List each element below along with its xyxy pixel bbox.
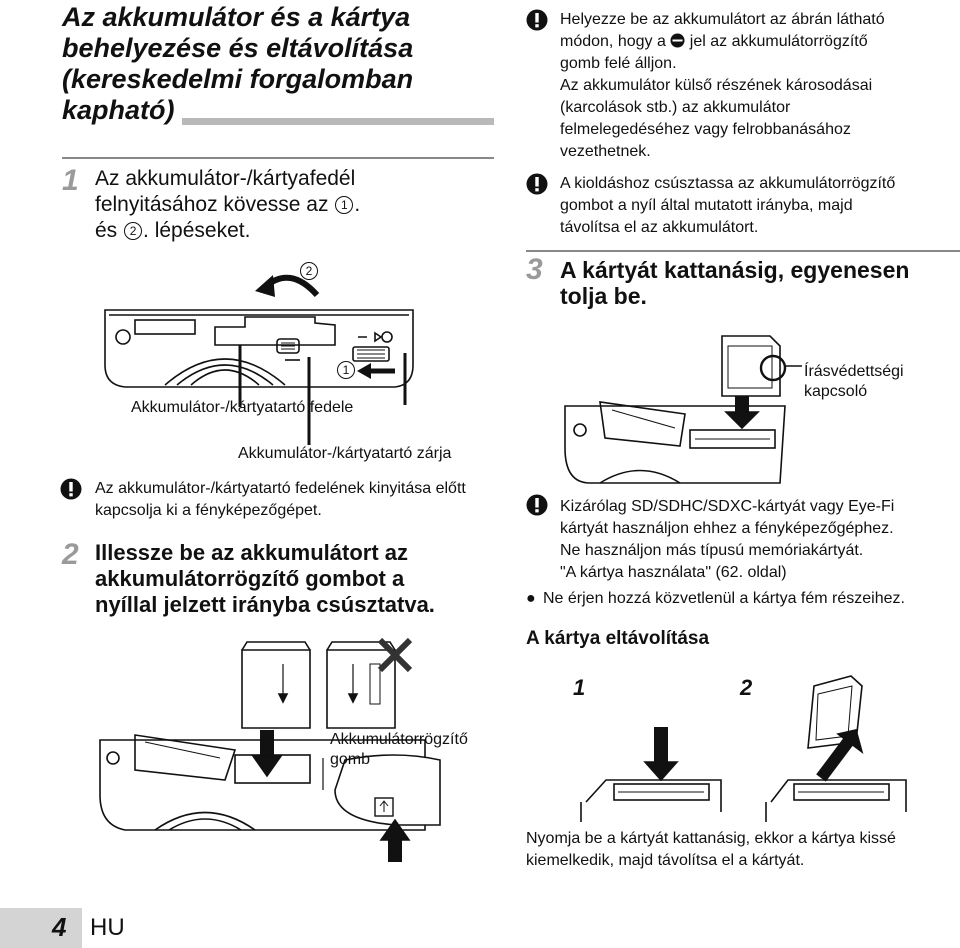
page-number-box [0, 908, 82, 948]
note-1-text [560, 9, 955, 163]
callout-2-circle [299, 262, 319, 282]
caution-icon [526, 173, 548, 195]
card-notes-text [560, 496, 960, 584]
circled-number: 1 [337, 361, 355, 379]
title-line: (kereskedelmi forgalomban [62, 64, 414, 94]
caution-1-text: Az akkumulátor-/kártyatartó fedelének kinyitása előtt kapcsolja ki a fényképezőgépet. [95, 480, 466, 519]
removal-heading: A kártya eltávolítása [526, 628, 710, 649]
note-line: Kizárólag SD/SDHC/SDXC-kártyát vagy Eye-Fi [560, 498, 895, 515]
note-line: Ne használjon más típusú memóriakártyát. [560, 542, 864, 559]
circled-number-2: 2 [124, 222, 142, 240]
step-3-text [560, 257, 955, 309]
caution-icon [60, 478, 82, 500]
step-2-line: Illessze be az akkumulátort az [95, 540, 409, 565]
step-2-text [95, 540, 495, 618]
note-line-text: módon, hogy a [560, 33, 666, 50]
step-3-number: 3 [526, 253, 543, 286]
step-2-line: nyíllal jelzett irányba csúsztatva. [95, 592, 435, 617]
note-line: gomb felé álljon. [560, 55, 677, 72]
step-1-line: felnyitásához kövesse az 1 . [95, 193, 361, 216]
label-battery-knob [330, 730, 468, 770]
note-line: kártyát használjon ehhez a fényképezőgéphez. [560, 520, 894, 537]
circled-number: 2 [300, 262, 318, 280]
label-cover: Akkumulátor-/kártyatartó fedele [131, 399, 354, 416]
divider [62, 157, 494, 159]
label-line: kapcsoló [804, 383, 868, 400]
caution-icon [526, 494, 548, 516]
step-1-number: 1 [62, 164, 79, 197]
bullet-dot: ● [526, 590, 536, 607]
step-3-line: tolja be. [560, 283, 647, 309]
title-underline [182, 118, 494, 125]
removal-text [526, 828, 960, 872]
step-1-text [95, 166, 495, 244]
note-line: felmelegedéséhez vagy felrobbanásához [560, 121, 851, 138]
step-3-line: A kártyát kattanásig, egyenesen [560, 257, 910, 283]
removal-line: Nyomja be a kártyát kattanásig, ekkor a kártya kissé [526, 830, 896, 847]
label-line: Írásvédettségi [804, 363, 904, 380]
step-1-line-text: és [95, 219, 118, 242]
title-line: Az akkumulátor és a kártya [62, 2, 411, 32]
step-1-line: Az akkumulátor-/kártyafedél [95, 167, 356, 190]
removal-figure-number-2: 2 [740, 675, 753, 700]
step-2-line: akkumulátorrögzítő gombot a [95, 566, 405, 591]
label-lock: Akkumulátor-/kártyatartó zárja [238, 445, 452, 462]
label-line: gomb [330, 751, 371, 768]
step-2-number: 2 [62, 538, 79, 571]
step-1-line-text: . lépéseket. [143, 219, 251, 242]
divider [526, 250, 960, 252]
bullet-text: Ne érjen hozzá közvetlenül a kártya fém részeihez. [543, 590, 905, 607]
note-line: Helyezze be az akkumulátort az ábrán látható [560, 11, 885, 28]
note-2-text [560, 173, 955, 239]
battery-mark-icon [670, 33, 685, 48]
card-removal-illustration [526, 672, 956, 822]
section-title [62, 2, 502, 126]
circled-number-1: 1 [335, 196, 353, 214]
title-line: behelyezése és eltávolítása [62, 33, 414, 63]
title-line: kapható) [62, 95, 175, 125]
note-line: (karcolások stb.) az akkumulátor [560, 99, 791, 116]
note-line: "A kártya használata" (62. oldal) [560, 564, 787, 581]
page-number: 4 [52, 912, 67, 942]
note-line: gombot a nyíl által mutatott irányba, majd [560, 197, 853, 214]
note-line: távolítsa el az akkumulátort. [560, 219, 759, 236]
label-line: Akkumulátorrögzítő [330, 731, 468, 748]
note-line: Az akkumulátor külső részének károsodásai [560, 77, 873, 94]
step-1-line-text: felnyitásához kövesse az [95, 193, 329, 216]
note-line-text: jel az akkumulátorrögzítő [689, 33, 868, 50]
removal-figure-number-1: 1 [573, 675, 586, 700]
note-line: A kioldáshoz csúsztassa az akkumulátorrögzítő [560, 175, 896, 192]
label-write-protect [804, 362, 904, 402]
note-line [560, 31, 955, 53]
camera-cover-illustration [95, 255, 495, 455]
caution-icon [526, 9, 548, 31]
note-line: vezethetnek. [560, 143, 651, 160]
removal-line: kiemelkedik, majd távolítsa el a kártyát. [526, 852, 805, 869]
callout-1-circle [336, 361, 356, 381]
step-1-line [95, 218, 495, 244]
language-code: HU [90, 914, 125, 941]
